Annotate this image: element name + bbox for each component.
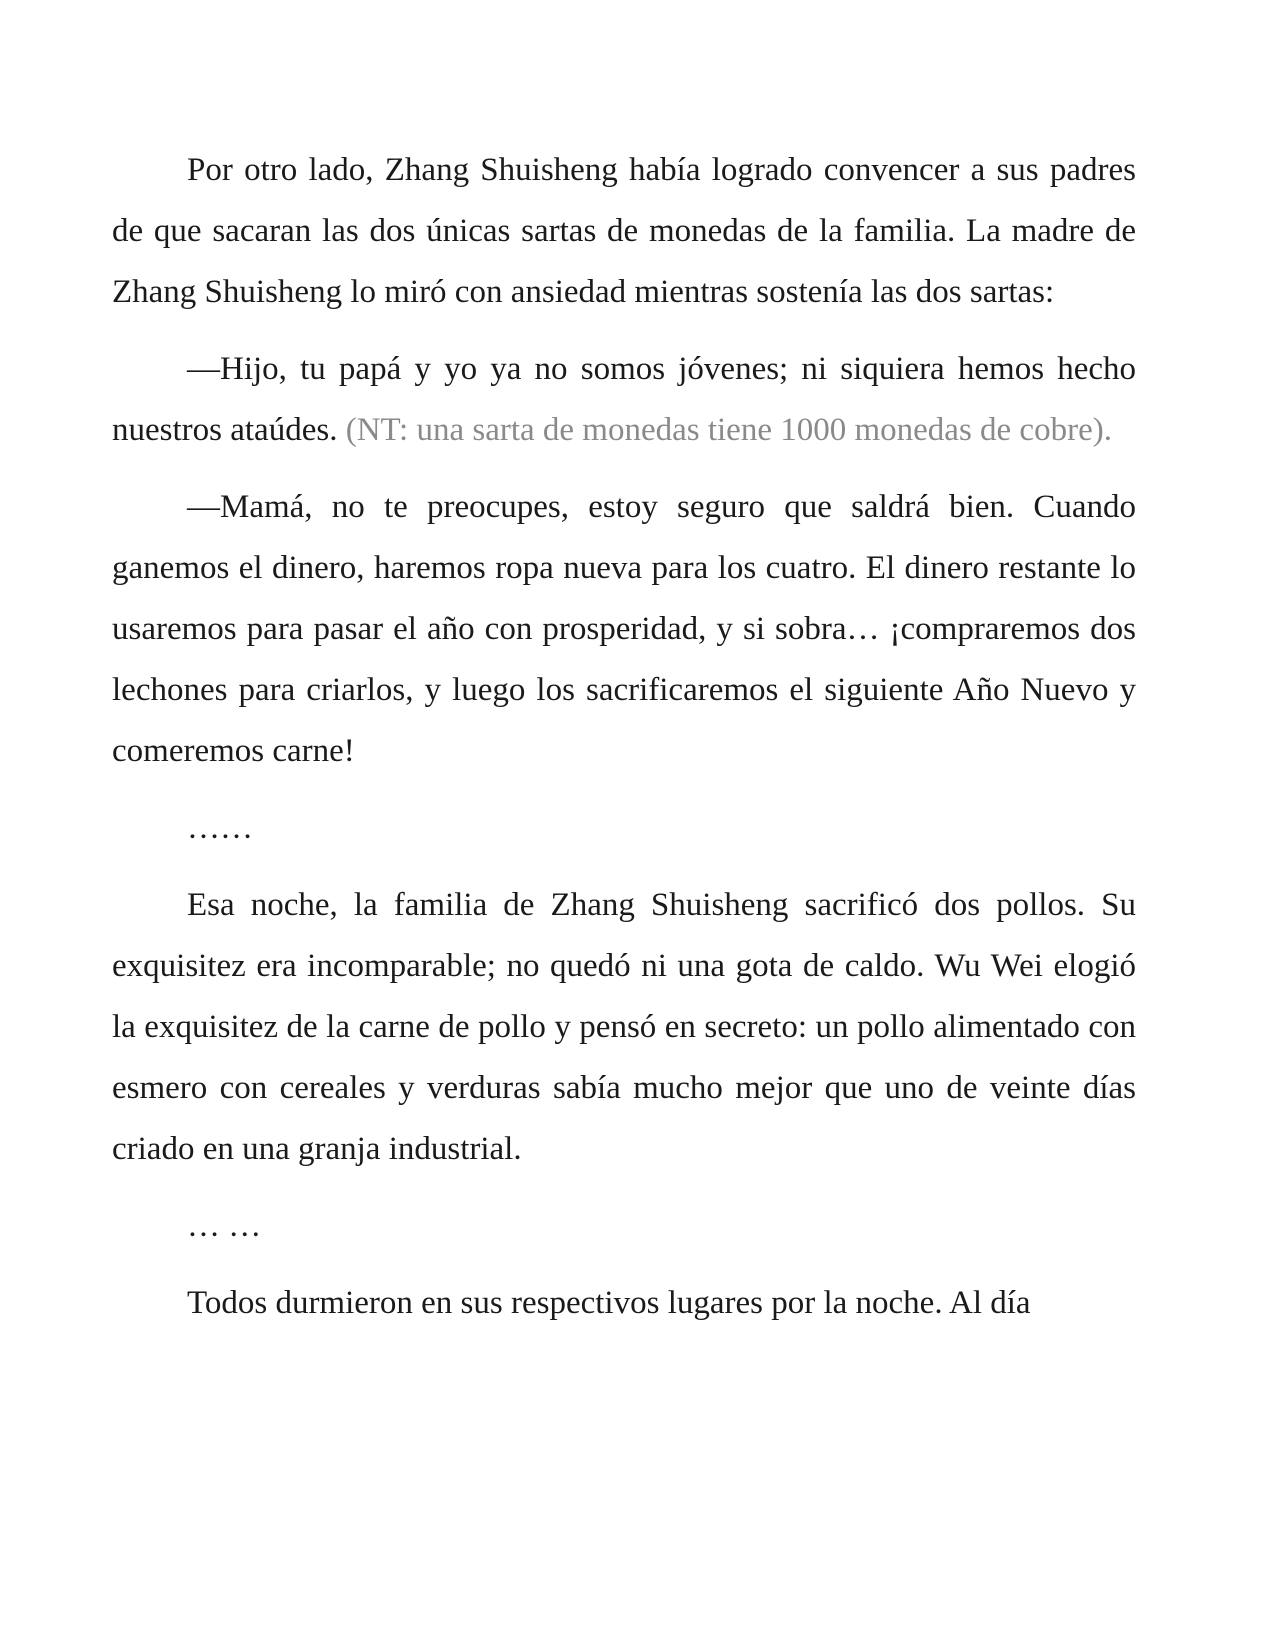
separator-1-text: …… (187, 810, 253, 846)
paragraph-3-text: —Mamá, no te preocupes, estoy seguro que saldrá bien. Cuando ganemos el dinero, haremos ropa nueva para los cuatro. El dinero restante lo usaremos para pasar el año con prosperidad, y si sobra… ¡compraremos dos lechones para criarlos, y luego los sacrificaremos el siguiente Año Nuevo y comeremos carne! (112, 489, 1136, 769)
paragraph-5-text: Todos durmieron en sus respectivos lugares por la noche. Al día (187, 1285, 1031, 1321)
paragraph-2-text: —Hijo, tu papá y yo ya no somos jóvenes; ni siquiera hemos hecho nuestros ataúdes. (112, 351, 1136, 448)
separator-2-text: … … (187, 1208, 262, 1244)
body-text (112, 140, 1136, 1350)
paragraph-2 (112, 339, 1136, 461)
paragraph-4-text: Esa noche, la familia de Zhang Shuisheng sacrificó dos pollos. Su exquisitez era incomparable; no quedó ni una gota de caldo. Wu Wei elogió la exquisitez de la carne de pollo y pensó en secreto: un pollo alimentado con esmero con cereales y verduras sabía mucho mejor que uno de veinte días criado en una granja industrial. (112, 887, 1136, 1167)
paragraph-1 (112, 140, 1136, 323)
paragraph-4 (112, 875, 1136, 1180)
section-separator-1 (112, 798, 1136, 859)
section-separator-2 (112, 1196, 1136, 1257)
paragraph-5 (112, 1273, 1136, 1334)
translator-note: (NT: una sarta de monedas tiene 1000 monedas de cobre). (345, 412, 1112, 448)
paragraph-1-text: Por otro lado, Zhang Shuisheng había logrado convencer a sus padres de que sacaran las dos únicas sartas de monedas de la familia. La madre de Zhang Shuisheng lo miró con ansiedad mientras sostenía las dos sartas: (112, 152, 1136, 310)
paragraph-3 (112, 477, 1136, 782)
